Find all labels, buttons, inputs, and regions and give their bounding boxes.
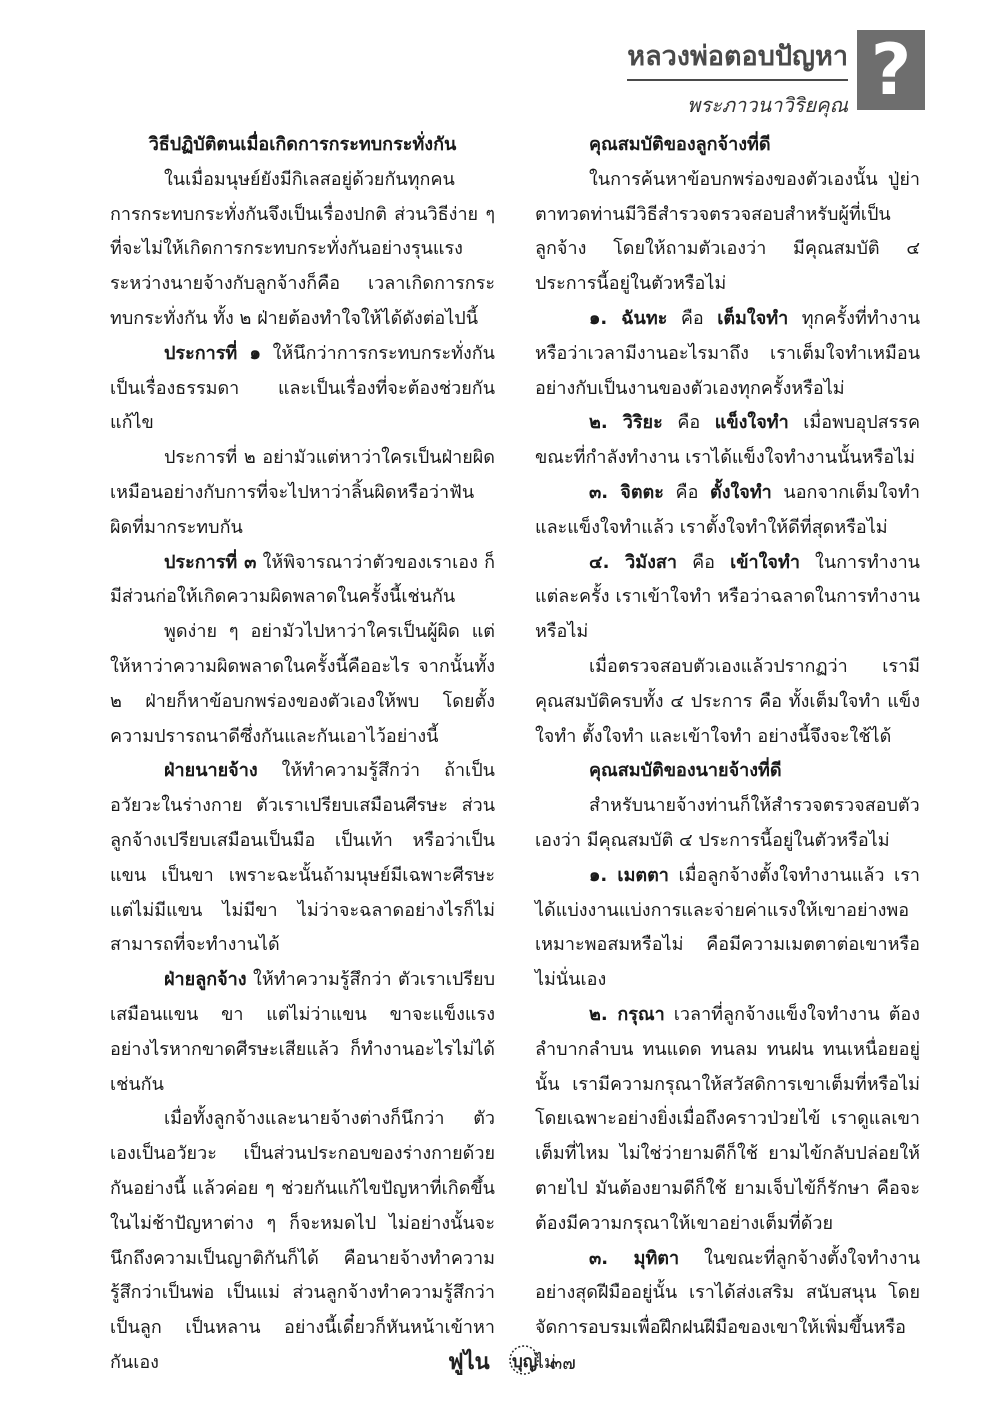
paragraph: ประการที่ ๑ ให้นึกว่าการกระทบกระทั่งกันเป็นเรื่องธรรมดา และเป็นเรื่องที่จะต้องช่วยกันแก้ไข bbox=[110, 342, 495, 434]
paragraph: พูดง่าย ๆ อย่ามัวไปหาว่าใครเป็นผู้ผิด แต่ให้หาว่าความผิดพลาดในครั้งนี้คืออะไร จากนั้นทั้ง ๒ ฝ่ายก็หาข้อบกพร่องของตัวเองให้พบ โดยตั้งความปรารถนาดีซึ่งกันและกันเอาไว้อย่างนี้ bbox=[110, 621, 495, 747]
section-heading: คุณสมบัติของลูกจ้างที่ดี bbox=[589, 134, 771, 155]
paragraph: ในเมื่อมนุษย์ยังมีกิเลสอยู่ด้วยกันทุกคน การกระทบกระทั่งกันจึงเป็นเรื่องปกติ ส่วนวิธีง่าย ๆ ที่จะไม่ให้เกิดการกระทบกระทั่งกันอย่างรุนแรงระหว่างนายจ้างกับลูกจ้างก็คือ เวลาเกิดการกระทบกระทั่งกัน ทั้ง ๒ ฝ่ายต้องทำใจให้ได้ดังต่อไปนี้ bbox=[110, 168, 495, 329]
svg-text:บุญ: บุญ bbox=[512, 1352, 538, 1372]
paragraph: ประการที่ ๒ อย่ามัวแต่หาว่าใครเป็นฝ่ายผิดเหมือนอย่างกับการที่จะไปหาว่าลิ้นผิดหรือว่าฟันผิดที่มากระทบกัน bbox=[110, 447, 495, 538]
paragraph: ๑. เมตตา เมื่อลูกจ้างตั้งใจทำงานแล้ว เราได้แบ่งงานแบ่งการและจ่ายค่าแรงให้เขาอย่างพอเหมาะพอสมหรือไม่ คือมีความเมตตาต่อเขาหรือไม่นั่นเอง bbox=[535, 864, 920, 991]
column-title: หลวงพ่อตอบปัญหา bbox=[627, 34, 848, 81]
paragraph: ๑. ฉันทะ คือ เต็มใจทำ ทุกครั้งที่ทำงาน หรือว่าเวลามีงานอะไรมาถึง เราเต็มใจทำเหมือนอย่างกับเป็นงานของตัวเองทุกครั้งหรือไม่ bbox=[535, 307, 920, 399]
bold-term: ประการที่ ๑ bbox=[164, 342, 261, 364]
paragraph: ฝ่ายนายจ้าง ให้ทำความรู้สึกว่า ถ้าเป็นอวัยวะในร่างกาย ตัวเราเปรียบเสมือนศีรษะ ส่วนลูกจ้างเปรียบเสมือนเป็นมือ เป็นเท้า หรือว่าเป็นแขน เป็นขา เพราะฉะนั้นถ้ามนุษย์มีเฉพาะศีรษะ แต่ไม่มีแขน ไม่มีขา ไม่ว่าจะฉลาดอย่างไรก็ไม่สามารถที่จะทำงานได้ bbox=[110, 760, 495, 956]
section-heading: วิธีปฏิบัติตนเมื่อเกิดการกระทบกระทั่งกัน bbox=[148, 134, 457, 155]
paragraph: ๓. จิตตะ คือ ตั้งใจทำ นอกจากเต็มใจทำและแข็งใจทำแล้ว เราตั้งใจทำให้ดีที่สุดหรือไม่ bbox=[535, 481, 920, 538]
page-number: ๓๗ bbox=[550, 1353, 576, 1374]
paragraph: ในการค้นหาข้อบกพร่องของตัวเองนั้น ปู่ย่าตาทวดท่านมีวิธีสำรวจตรวจสอบสำหรับผู้ที่เป็นลูกจ้าง โดยให้ถามตัวเองว่า มีคุณสมบัติ ๔ ประการนี้อยู่ในตัวหรือไม่ bbox=[535, 168, 920, 295]
left-column bbox=[110, 128, 495, 1381]
page-header bbox=[560, 34, 848, 121]
paragraph: ๓. มุทิตา ในขณะที่ลูกจ้างตั้งใจทำงานอย่างสุดฝีมืออยู่นั้น เราได้ส่งเสริม สนับสนุน โดยจัดการอบรมเพื่อฝึกฝนฝีมือของเขาให้เพิ่มขึ้นหรือไม่ bbox=[535, 1247, 920, 1373]
bold-term: ฝ่ายนายจ้าง bbox=[164, 760, 258, 782]
bold-term: ประการที่ ๓ bbox=[164, 551, 257, 573]
svg-text:ฟูไน: ฟูไน bbox=[448, 1350, 490, 1375]
magazine-logo-icon bbox=[448, 1342, 548, 1378]
bold-term: ฝ่ายลูกจ้าง bbox=[164, 969, 247, 991]
paragraph: ๒. กรุณา เวลาที่ลูกจ้างแข็งใจทำงาน ต้องลำบากลำบน ทนแดด ทนลม ทนฝน ทนเหนื่อยอยู่นั้น เรามีความกรุณาให้สวัสดิการเขาเต็มที่หรือไม่ โดยเฉพาะอย่างยิ่งเมื่อถึงคราวป่วยไข้ เราดูแลเขาเต็มที่ไหม ไม่ใช่ว่ายามดีก็ใช้ ยามไข้กลับปล่อยให้ตายไป มันต้องยามดีก็ใช้ ยามเจ็บไข้ก็รักษา คือจะต้องมีความกรุณาให้เขาอย่างเต็มที่ด้วย bbox=[535, 1003, 920, 1234]
paragraph: ฝ่ายลูกจ้าง ให้ทำความรู้สึกว่า ตัวเราเปรียบเสมือนแขน ขา แต่ไม่ว่าแขน ขาจะแข็งแรงอย่างไรหากขาดศีรษะเสียแล้ว ก็ทำงานอะไรไม่ได้เช่นกัน bbox=[110, 969, 495, 1095]
paragraph: ประการที่ ๓ ให้พิจารณาว่าตัวของเราเอง ก็มีส่วนก่อให้เกิดความผิดพลาดในครั้งนี้เช่นกัน bbox=[110, 551, 495, 608]
paragraph: ๒. วิริยะ คือ แข็งใจทำ เมื่อพบอุปสรรคขณะที่กำลังทำงาน เราได้แข็งใจทำงานนั้นหรือไม่ bbox=[535, 412, 920, 469]
paragraph: สำหรับนายจ้างท่านก็ให้สำรวจตรวจสอบตัวเองว่า มีคุณสมบัติ ๔ ประการนี้อยู่ในตัวหรือไม่ bbox=[535, 795, 920, 851]
paragraph: เมื่อตรวจสอบตัวเองแล้วปรากฏว่า เรามีคุณสมบัติครบทั้ง ๔ ประการ คือ ทั้งเต็มใจทำ แข็งใจทำ ตั้งใจทำ และเข้าใจทำ อย่างนี้จึงจะใช้ได้ bbox=[535, 655, 920, 747]
author-name: พระภาวนาวิริยคุณ bbox=[687, 93, 848, 117]
section-heading: คุณสมบัติของนายจ้างที่ดี bbox=[589, 760, 782, 782]
paragraph: เมื่อทั้งลูกจ้างและนายจ้างต่างก็นึกว่า ตัวเองเป็นอวัยวะ เป็นส่วนประกอบของร่างกายด้วยกันอย่างนี้ แล้วค่อย ๆ ช่วยกันแก้ไขปัญหาที่เกิดขึ้นในไม่ช้าปัญหาต่าง ๆ ก็จะหมดไป ไม่อย่างนั้นจะนึกถึงความเป็นญาติกันก็ได้ คือนายจ้างทำความรู้สึกว่าเป็นพ่อ เป็นแม่ ส่วนลูกจ้างทำความรู้สึกว่าเป็นลูก เป็นหลาน อย่างนี้เดี๋ยวก็หันหน้าเข้าหากันเอง bbox=[110, 1108, 495, 1373]
right-column bbox=[535, 128, 920, 1381]
page-footer bbox=[440, 1340, 590, 1380]
question-mark-icon: ? bbox=[857, 30, 925, 110]
paragraph: ๔. วิมังสา คือ เข้าใจทำ ในการทำงานแต่ละครั้ง เราเข้าใจทำ หรือว่าฉลาดในการทำงานหรือไม่ bbox=[535, 551, 920, 643]
